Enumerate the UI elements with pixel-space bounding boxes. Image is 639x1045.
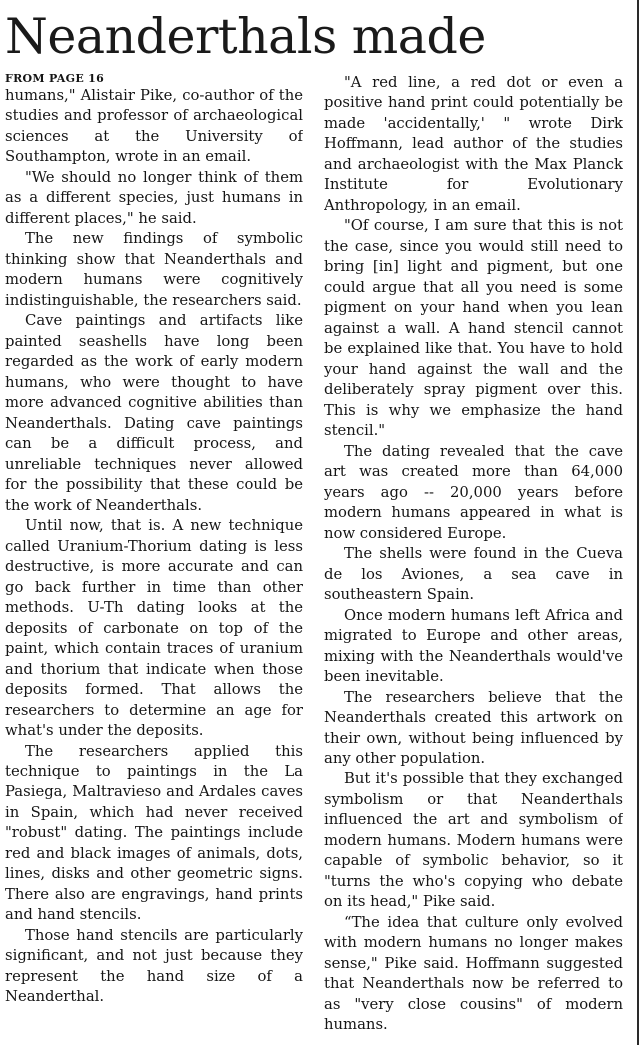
paragraph: Cave paintings and artifacts like painted seashells have long been regarded as the work of early modern humans, who were thought to have more advanced cognitive abilities than Neanderthals. Dating cave paintings can be a difficult process, and unreliable techniques never allowed for the possibility that these could be the work of Neanderthals. <box>5 312 303 514</box>
article-column-right <box>324 73 623 1040</box>
paragraph: humans," Alistair Pike, co-author of the studies and professor of archaeological sciences at the University of Southampton, wrote in an email. <box>5 87 303 166</box>
paragraph: The researchers applied this technique to paintings in the La Pasiega, Maltravieso and Ardales caves in Spain, which had never received "robust" dating. The paintings include red and black images of animals, dots, lines, disks and other geometric signs. There also are engravings, hand prints and hand stencils. <box>5 742 303 924</box>
jump-line: FROM PAGE 16 <box>5 72 105 85</box>
paragraph: The dating revealed that the cave art was created more than 64,000 years ago -- 20,000 years before modern humans appeared in what is now considered Europe. <box>324 442 623 542</box>
paragraph: Until now, that is. A new technique called Uranium-Thorium dating is less destructive, is more accurate and can go back further in time than other methods. U-Th dating looks at the deposits of carbonate on top of the paint, which contain traces of uranium and thorium that indicate when those deposits formed. That allows the researchers to determine an age for what's under the deposits. <box>5 517 303 740</box>
paragraph: The researchers believe that the Neanderthals created this artwork on their own, without being influenced by any other population. <box>324 688 623 767</box>
headline: Neanderthals made <box>5 8 486 65</box>
paragraph: "Of course, I am sure that this is not the case, since you would still need to bring [in] light and pigment, but one could argue that all you need is some pigment on your hand when you lean against a wall. A hand stencil cannot be explained like that. You have to hold your hand against the wall and the deliberately spray pigment over this. This is why we emphasize the hand stencil." <box>324 217 623 440</box>
paragraph: "A red line, a red dot or even a positive hand print could potentially be made 'accidentally,' " wrote Dirk Hoffmann, lead author of the studies and archaeologist with the Max Planck Institute for Evolutionary Anthropology, in an email. <box>324 74 623 214</box>
paragraph: Once modern humans left Africa and migrated to Europe and other areas, mixing with the Neanderthals would've been inevitable. <box>324 606 623 686</box>
paragraph: “The idea that culture only evolved with modern humans no longer makes sense," Pike said. Hoffmann suggested that Neanderthals now be referred to as "very close cousins" of modern humans. <box>324 913 623 1034</box>
paragraph: But it's possible that they exchanged symbolism or that Neanderthals influenced the art and symbolism of modern humans. Modern humans were capable of symbolic behavior, so it "turns the who's copying who debate on its head," Pike said. <box>324 770 623 911</box>
paragraph: The shells were found in the Cueva de los Aviones, a sea cave in southeastern Spain. <box>324 545 623 604</box>
paragraph: The new findings of symbolic thinking show that Neanderthals and modern humans were cognitively indistinguishable, the researchers said. <box>5 230 303 309</box>
paragraph: "We should no longer think of them as a different species, just humans in different places," he said. <box>5 168 303 227</box>
paragraph: Those hand stencils are particularly significant, and not just because they represent the hand size of a Neanderthal. <box>5 926 303 1006</box>
article-column-left <box>5 72 303 1040</box>
